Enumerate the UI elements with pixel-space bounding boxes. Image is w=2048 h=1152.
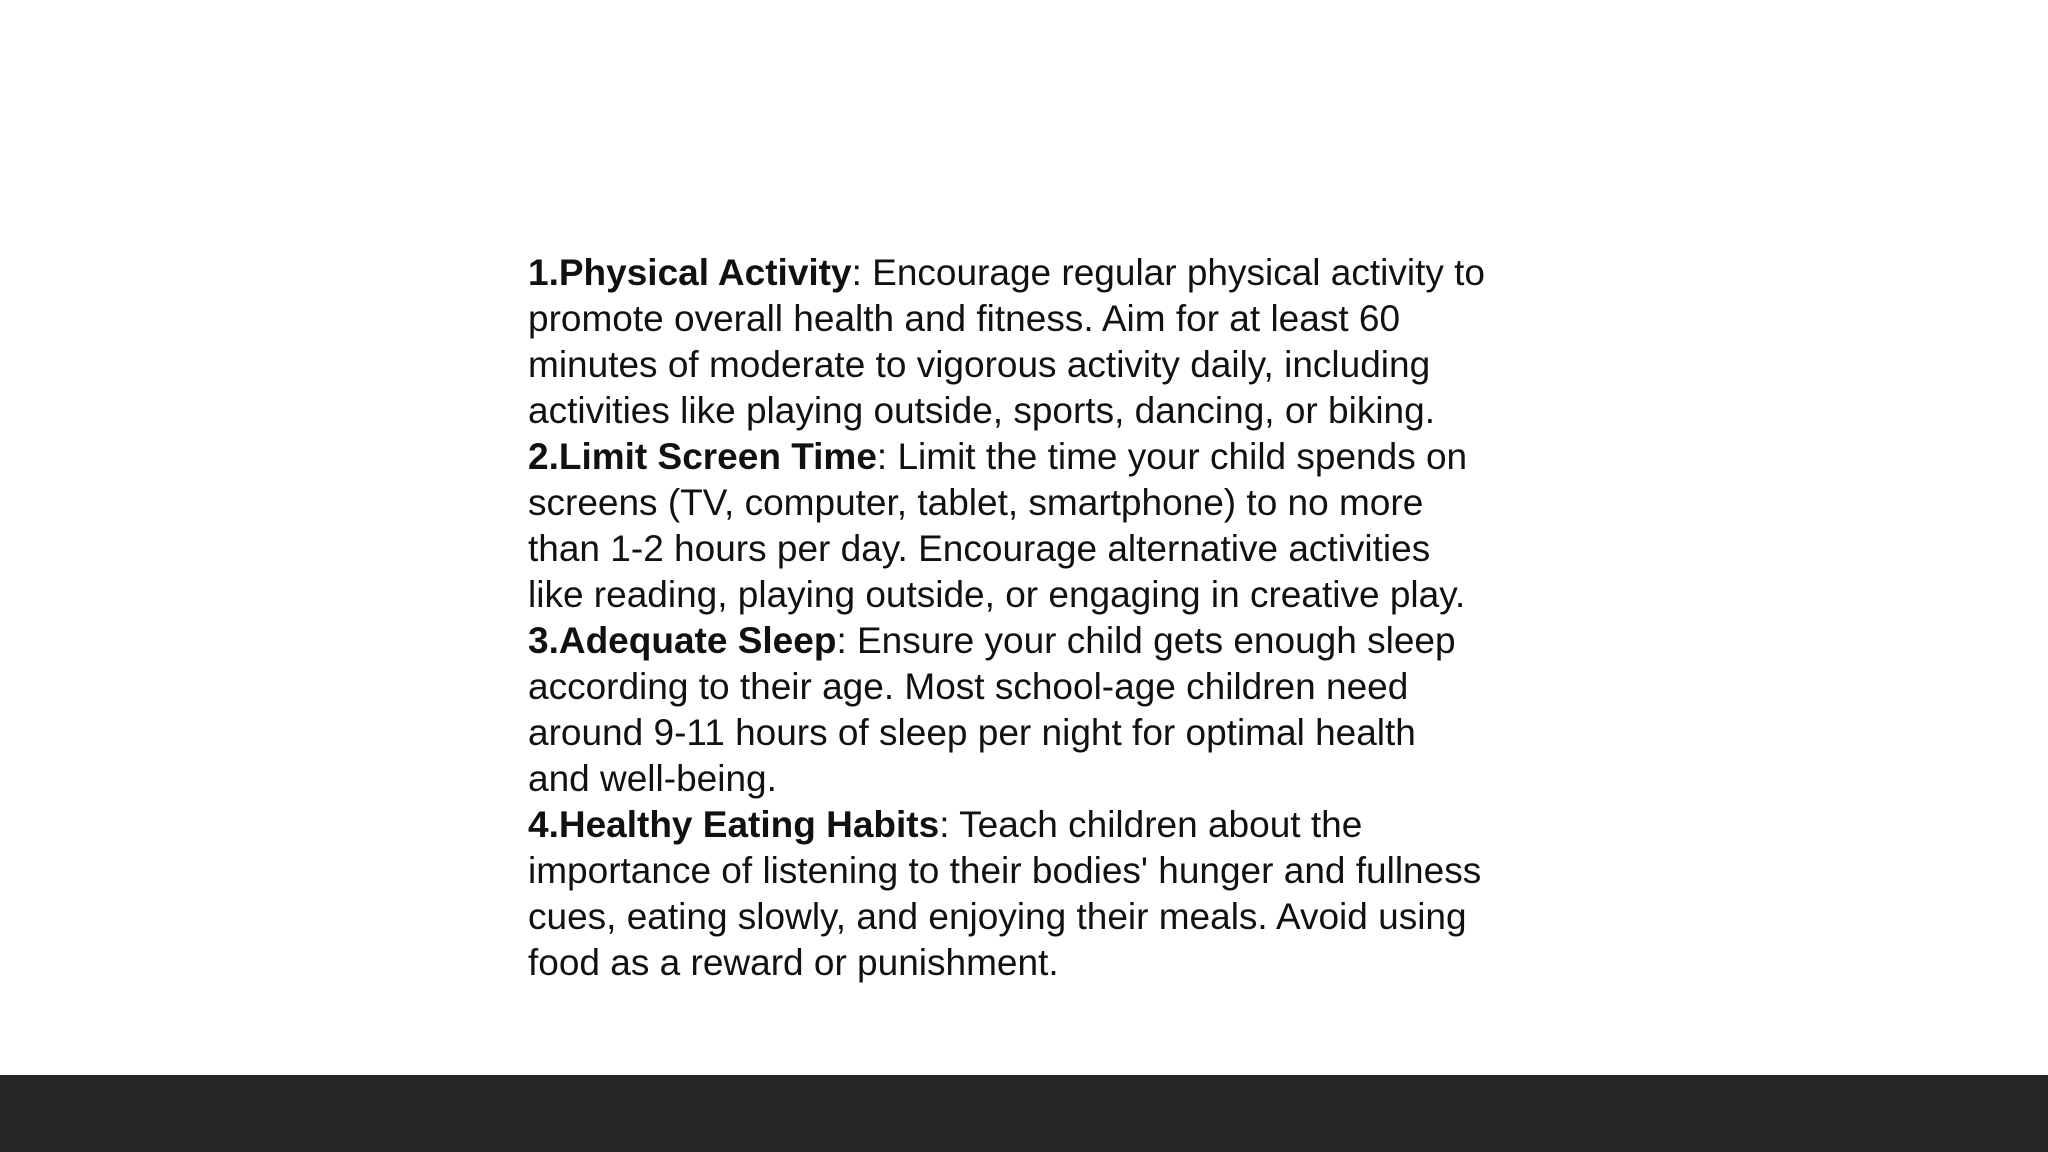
tip-title: 2.Limit Screen Time: [528, 436, 877, 477]
tip-title: 3.Adequate Sleep: [528, 620, 837, 661]
tip-text-line: activities like playing outside, sports, dancing, or biking.: [528, 390, 1435, 431]
tip-text-line: food as a reward or punishment.: [528, 942, 1059, 983]
tip-title: 4.Healthy Eating Habits: [528, 804, 940, 845]
tip-text-line: promote overall health and fitness. Aim for at least 60: [528, 298, 1401, 339]
tip-first-line: [528, 250, 1538, 296]
tip-text-line: cues, eating slowly, and enjoying their meals. Avoid using: [528, 896, 1467, 937]
footer-bar: [0, 1075, 2048, 1152]
tip-physical-activity: [528, 250, 1538, 434]
tip-text: : Teach children about the: [939, 804, 1363, 845]
tip-text-line: according to their age. Most school-age children need: [528, 666, 1409, 707]
tip-text: : Limit the time your child spends on: [876, 436, 1468, 477]
tip-text-line: screens (TV, computer, tablet, smartphone) to no more: [528, 482, 1424, 523]
tip-first-line: [528, 434, 1538, 480]
tip-text: : Ensure your child gets enough sleep: [836, 620, 1456, 661]
tip-text-line: minutes of moderate to vigorous activity daily, including: [528, 344, 1431, 385]
tip-first-line: [528, 802, 1538, 848]
tip-title: 1.Physical Activity: [528, 252, 852, 293]
tip-adequate-sleep: [528, 618, 1538, 802]
tip-text-line: and well-being.: [528, 758, 777, 799]
tip-text-line: around 9-11 hours of sleep per night for optimal health: [528, 712, 1416, 753]
tip-healthy-eating-habits: [528, 802, 1538, 986]
tip-limit-screen-time: [528, 434, 1538, 618]
tip-text-line: than 1-2 hours per day. Encourage alternative activities: [528, 528, 1431, 569]
tip-text-line: importance of listening to their bodies' hunger and fullness: [528, 850, 1482, 891]
tip-first-line: [528, 618, 1538, 664]
tips-list: [528, 250, 1538, 986]
tip-text: : Encourage regular physical activity to: [851, 252, 1486, 293]
tip-text-line: like reading, playing outside, or engaging in creative play.: [528, 574, 1466, 615]
